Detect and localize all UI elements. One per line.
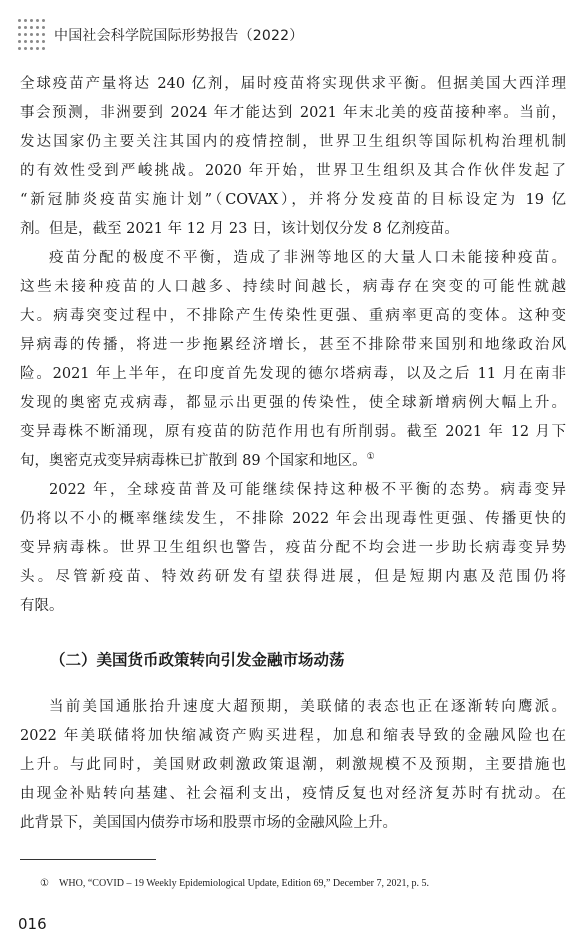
- running-header-title: 中国社会科学院国际形势报告（2022）: [54, 28, 304, 44]
- footnote: [40, 878, 429, 889]
- footnote-reference[interactable]: ①: [366, 452, 375, 463]
- paragraph-4-line: 此背景下，美国国内债券市场和股票市场的金融风险上升。: [20, 815, 397, 831]
- paragraph-3-line: 2022 年，全球疫苗普及可能继续保持这种极不平衡的态势。病毒变异: [49, 482, 566, 498]
- body-text-block-1: [20, 70, 566, 621]
- paragraph-4-line: 当前美国通胀抬升速度大超预期，美联储的表态也正在逐渐转向鹰派。: [49, 699, 566, 715]
- paragraph-2-line-text: 旬，奥密克戎变异病毒株已扩散到 89 个国家和地区。: [20, 453, 367, 469]
- body-text-block-2: [20, 693, 566, 838]
- footnote-text: WHO, “COVID – 19 Weekly Epidemiological Update, Edition 69,” December 7, 2021, p. 5.: [58, 878, 430, 889]
- paragraph-2-line: 发现的奥密克戎病毒，都显示出更强的传染性，使全球新增病例大幅上升。: [20, 395, 566, 411]
- page-number: 016: [18, 915, 47, 933]
- paragraph-4-line: 2022 年美联储将加快缩减资产购买进程，加息和缩表导致的金融风险也在: [20, 728, 566, 744]
- paragraph-2-line: 这些未接种疫苗的人口越多、持续时间越长，病毒存在突变的可能性就越: [20, 279, 566, 295]
- paragraph-2-line: 大。病毒突变过程中，不排除产生传染性更强、重病率更高的变体。这种变: [20, 308, 566, 324]
- dot-grid-ornament: [18, 17, 44, 53]
- paragraph-1-line: 的有效性受到严峻挑战。2020 年开始，世界卫生组织及其合作伙伴发起了: [20, 163, 566, 179]
- paragraph-2-line: 变异毒株不断涌现，原有疫苗的防范作用也有所削弱。截至 2021 年 12 月下: [20, 424, 566, 440]
- paragraph-1-line: “新冠肺炎疫苗实施计划”（COVAX），并将分发疫苗的目标设定为 19 亿: [20, 192, 566, 208]
- paragraph-2-line: 疫苗分配的极度不平衡，造成了非洲等地区的大量人口未能接种疫苗。: [49, 250, 566, 266]
- paragraph-4-line: 上升。与此同时，美国财政刺激政策退潮，刺激规模不及预期，主要措施也: [20, 757, 566, 773]
- paragraph-1-line: 发达国家仍主要关注其国内的疫情控制，世界卫生组织等国际机构治理机制: [20, 134, 566, 150]
- paragraph-4-line: 由现金补贴转向基建、社会福利支出，疫情反复也对经济复苏时有扰动。在: [20, 786, 566, 802]
- paragraph-3-line: 变异病毒株。世界卫生组织也警告，疫苗分配不均会进一步助长病毒变异势: [20, 540, 566, 556]
- paragraph-2-line: 异病毒的传播，将进一步拖累经济增长，甚至不排除带来国别和地缘政治风: [20, 337, 566, 353]
- paragraph-2-line: 险。2021 年上半年，在印度首先发现的德尔塔病毒，以及之后 11 月在南非: [20, 366, 566, 382]
- paragraph-3-line: 有限。: [20, 598, 64, 614]
- paragraph-2-last-line: [20, 447, 566, 476]
- section-heading: （二）美国货币政策转向引发金融市场动荡: [50, 651, 345, 669]
- paragraph-1-line: 全球疫苗产量将达 240 亿剂，届时疫苗将实现供求平衡。但据美国大西洋理: [20, 76, 566, 92]
- footnote-divider: [20, 859, 156, 860]
- page-header: [18, 17, 303, 53]
- paragraph-3-line: 仍将以不小的概率继续发生，不排除 2022 年会出现毒性更强、传播更快的: [20, 511, 566, 527]
- footnote-mark: ①: [40, 878, 49, 889]
- paragraph-1-line: 事会预测，非洲要到 2024 年才能达到 2021 年末北美的疫苗接种率。当前，: [20, 105, 566, 121]
- paragraph-3-line: 头。尽管新疫苗、特效药研发有望获得进展，但是短期内惠及范围仍将: [20, 569, 566, 585]
- paragraph-1-line: 剂。但是，截至 2021 年 12 月 23 日，该计划仅分发 8 亿剂疫苗。: [20, 221, 459, 237]
